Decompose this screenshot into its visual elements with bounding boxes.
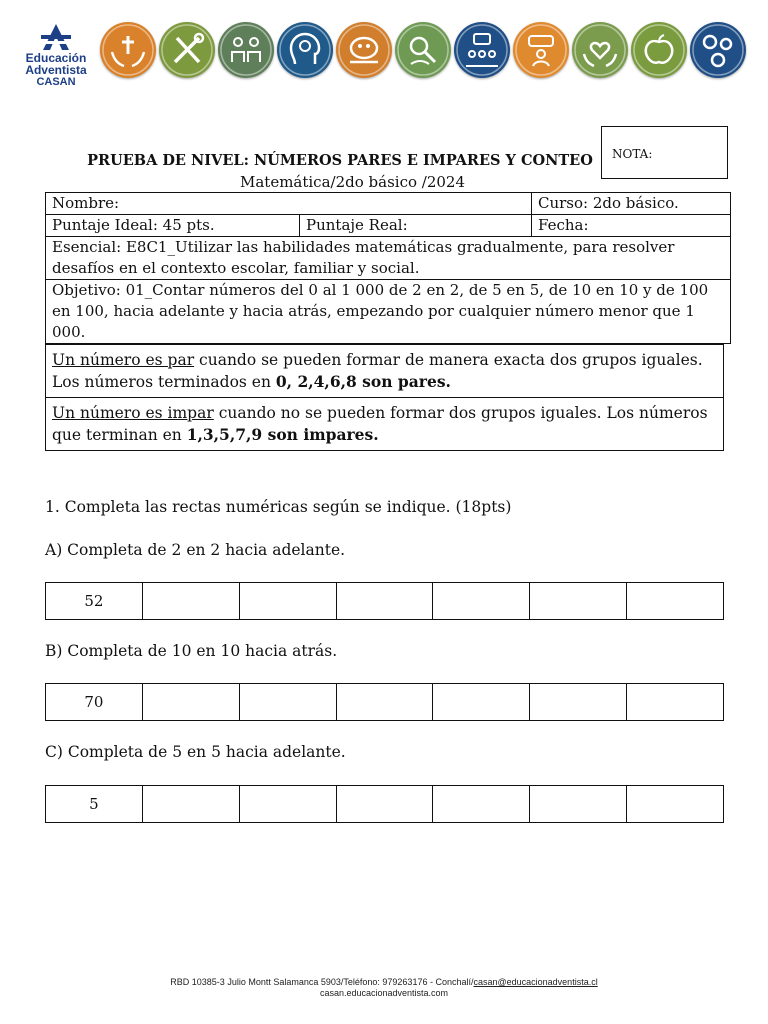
header-icon-strip [100, 22, 746, 78]
real-score-field[interactable]: Puntaje Real: [300, 215, 532, 237]
student-info-table [45, 192, 731, 344]
name-field[interactable]: Nombre: [46, 193, 532, 215]
part-a-label: A) Completa de 2 en 2 hacia adelante. [45, 541, 346, 559]
school-logo [14, 22, 98, 94]
number-line-cell: 52 [46, 583, 143, 619]
even-digits: 0, 2,4,6,8 son pares. [275, 372, 451, 391]
number-line-cell[interactable] [240, 786, 337, 822]
page-title: PRUEBA DE NIVEL: NÚMEROS PARES E IMPARES Y CONTEO [87, 152, 593, 169]
number-line-b [45, 683, 724, 721]
number-line-cell[interactable] [433, 786, 530, 822]
footer-email-link[interactable]: casan@educacionadventista.cl [473, 977, 598, 987]
odd-digits: 1,3,5,7,9 son impares. [186, 425, 379, 444]
grade-label: NOTA: [612, 147, 653, 161]
number-line-a [45, 582, 724, 620]
logo-line-3: CASAN [36, 76, 76, 88]
number-line-cell[interactable] [530, 583, 627, 619]
art-palette-icon [336, 22, 392, 78]
even-term: Un número es par [52, 351, 195, 369]
number-line-cell[interactable] [627, 684, 723, 720]
course-field: Curso: 2do básico. [532, 193, 731, 215]
plant-magnifier-icon [395, 22, 451, 78]
definitions-table [45, 344, 724, 451]
number-line-cell[interactable] [337, 684, 434, 720]
part-b-label: B) Completa de 10 en 10 hacia atrás. [45, 642, 338, 660]
page-subtitle: Matemática/2do básico /2024 [239, 173, 465, 191]
number-line-cell[interactable] [143, 786, 240, 822]
number-line-cell[interactable] [143, 684, 240, 720]
number-line-cell[interactable] [337, 786, 434, 822]
date-field[interactable]: Fecha: [532, 215, 731, 237]
faith-hands-icon [100, 22, 156, 78]
ideal-score: Puntaje Ideal: 45 pts. [46, 215, 300, 237]
logo-line-2: Adventista [25, 63, 87, 77]
number-line-cell[interactable] [433, 583, 530, 619]
number-line-cell[interactable] [337, 583, 434, 619]
number-line-cell[interactable] [240, 583, 337, 619]
number-line-cell[interactable] [627, 786, 723, 822]
logo-line-1: Educación [25, 51, 87, 65]
footer [0, 977, 768, 999]
odd-term: Un número es impar [52, 404, 214, 422]
odd-text: cuando no se pueden formar dos grupos iguales. Los números que terminan en [52, 404, 708, 444]
logo-mark-icon [39, 22, 73, 52]
math-person-icon [513, 22, 569, 78]
even-text: cuando se pueden formar de manera exacta dos grupos iguales. Los números terminados en [52, 351, 703, 391]
number-line-cell: 70 [46, 684, 143, 720]
even-definition [46, 345, 724, 398]
number-line-cell[interactable] [143, 583, 240, 619]
team-chat-icon [454, 22, 510, 78]
learning-objective: Objetivo: 01_Contar números del 0 al 1 000 de 2 en 2, de 5 en 5, de 10 en 10 y de 100 en 100, hacia adelante y hacia atrás, empezando por cualquier número menor que 1 000. [46, 280, 731, 344]
number-line-cell[interactable] [627, 583, 723, 619]
number-line-c [45, 785, 724, 823]
tools-icon [159, 22, 215, 78]
footer-address [0, 977, 768, 988]
number-line-cell[interactable] [530, 786, 627, 822]
odd-definition [46, 398, 724, 451]
heart-hands-icon [572, 22, 628, 78]
number-line-cell[interactable] [240, 684, 337, 720]
group-icon [218, 22, 274, 78]
footer-website[interactable]: casan.educacionadventista.com [319, 988, 449, 998]
number-line-cell[interactable] [530, 684, 627, 720]
gears-money-icon [690, 22, 746, 78]
mind-icon [277, 22, 333, 78]
essential-objective: Esencial: E8C1_Utilizar las habilidades matemáticas gradualmente, para resolver desafíos en el contexto escolar, familiar y social. [46, 237, 731, 280]
number-line-cell: 5 [46, 786, 143, 822]
part-c-label: C) Completa de 5 en 5 hacia adelante. [45, 743, 346, 761]
apple-icon [631, 22, 687, 78]
question-1: 1. Completa las rectas numéricas según se indique. (18pts) [45, 498, 512, 516]
footer-address-text: RBD 10385-3 Julio Montt Salamanca 5903/Teléfono: 979263176 - Conchalí/ [170, 977, 474, 987]
number-line-cell[interactable] [433, 684, 530, 720]
